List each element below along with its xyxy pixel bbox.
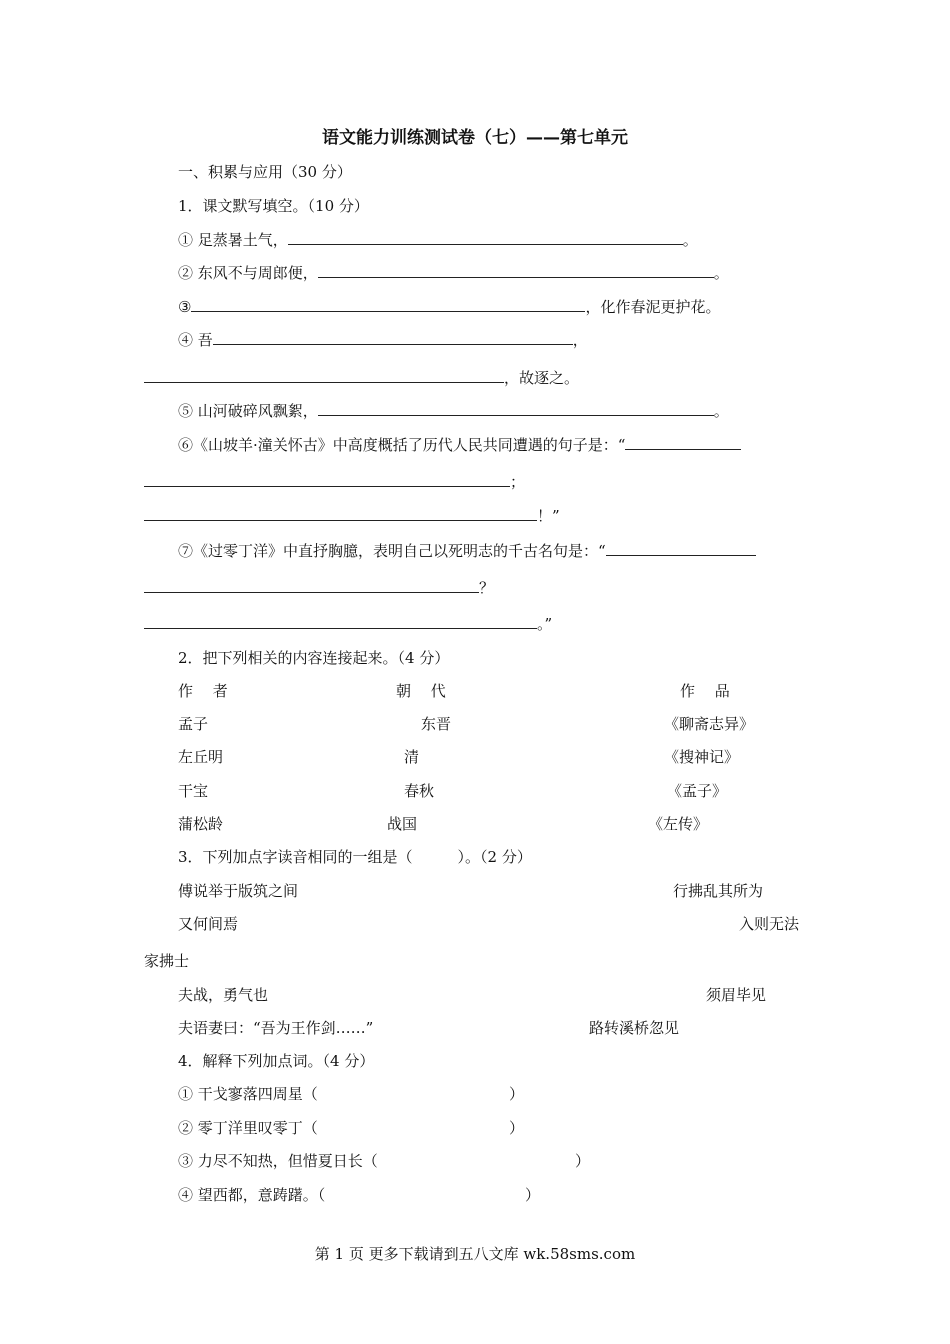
- item-text: ，化作春泥更护花。: [585, 298, 721, 316]
- answer-blank[interactable]: [318, 400, 714, 416]
- question-1-stem: 1．课文默写填空。（10 分）: [178, 197, 369, 215]
- paren-close: ）: [575, 1152, 591, 1170]
- answer-blank[interactable]: [144, 577, 479, 593]
- option-d-right: 路转溪桥忽见: [589, 1019, 680, 1037]
- answer-blank[interactable]: [288, 229, 683, 245]
- option-b-left: 又何间焉: [178, 915, 239, 933]
- work-item[interactable]: 《左传》: [648, 815, 709, 833]
- author-item[interactable]: 孟子: [178, 715, 209, 733]
- item-text: ⑥《山坡羊·潼关怀古》中高度概括了历代人民共同遭遇的句子是：“: [178, 436, 626, 454]
- question-1-item-5: [178, 400, 729, 421]
- question-1-item-6: [178, 434, 741, 455]
- option-a-left: 傅说举于版筑之间: [178, 882, 299, 900]
- work-item[interactable]: 《搜神记》: [664, 748, 740, 766]
- question-4-item-2: ② 零丁洋里叹零丁（: [178, 1119, 318, 1137]
- dynasty-item[interactable]: 清: [404, 748, 420, 766]
- question-4-item-3: ③ 力尽不知热，但惜夏日长（: [178, 1152, 378, 1170]
- item-text: ② 东风不与周郎便，: [178, 264, 318, 282]
- work-item[interactable]: 《聊斋志异》: [664, 715, 755, 733]
- option-c-left: 夫战，勇气也: [178, 986, 269, 1004]
- question-4-item-4: ④ 望西都，意踌躇。（: [178, 1186, 326, 1204]
- option-a-right: 行拂乱其所为: [673, 882, 764, 900]
- item-text: ⑤ 山河破碎风飘絮，: [178, 402, 318, 420]
- item-text: 。: [713, 402, 729, 420]
- author-item[interactable]: 左丘明: [178, 748, 224, 766]
- option-d-left: 夫语妻曰：“吾为王作剑……”: [178, 1019, 374, 1037]
- item-text: ③: [178, 298, 192, 316]
- item-text: 。: [713, 264, 729, 282]
- question-1-item-4-cont: [144, 367, 579, 388]
- item-text: ；: [510, 473, 526, 491]
- work-item[interactable]: 《孟子》: [667, 782, 728, 800]
- page-footer: 第 1 页 更多下载请到五八文库 wk.58sms.com: [314, 1245, 636, 1263]
- item-text: 。: [682, 231, 698, 249]
- option-b-right: 入则无法: [739, 915, 800, 933]
- answer-blank[interactable]: [144, 613, 537, 629]
- question-1-item-3: [178, 296, 720, 317]
- dynasty-item[interactable]: 春秋: [404, 782, 435, 800]
- answer-blank[interactable]: [606, 540, 756, 556]
- answer-blank[interactable]: [144, 505, 537, 521]
- column-header-dynasty: 朝 代: [396, 682, 446, 700]
- question-4-stem: 4．解释下列加点词。（4 分）: [178, 1052, 375, 1070]
- section-heading: 一、积累与应用（30 分）: [178, 163, 352, 181]
- question-1-item-4: [178, 329, 588, 350]
- item-text: ，故逐之。: [504, 369, 580, 387]
- paren-close: ）: [525, 1186, 541, 1204]
- item-text: ① 足蒸暑土气，: [178, 231, 288, 249]
- question-2-stem: 2．把下列相关的内容连接起来。（4 分）: [178, 649, 450, 667]
- question-4-item-1: ① 干戈寥落四周星（: [178, 1085, 318, 1103]
- item-text: ，: [572, 331, 588, 349]
- answer-blank[interactable]: [625, 434, 741, 450]
- question-1-item-7-cont: [144, 577, 494, 598]
- option-c-right: 须眉毕见: [706, 986, 767, 1004]
- option-b-right-cont: 家拂士: [144, 952, 190, 970]
- question-1-item-7: [178, 540, 756, 561]
- item-text: ④ 吾: [178, 331, 213, 349]
- column-header-author: 作 者: [178, 682, 228, 700]
- answer-blank[interactable]: [213, 329, 573, 345]
- question-1-item-6-cont: [144, 471, 525, 492]
- item-text: 。”: [537, 615, 553, 633]
- question-3-stem: 3．下列加点字读音相同的一组是（ ）。（2 分）: [178, 848, 532, 866]
- answer-blank[interactable]: [318, 262, 714, 278]
- question-1-item-1: [178, 229, 698, 250]
- answer-blank[interactable]: [144, 367, 504, 383]
- answer-blank[interactable]: [191, 296, 585, 312]
- question-1-item-7-end: [144, 613, 552, 634]
- item-text: ⑦《过零丁洋》中直抒胸臆，表明自己以死明志的千古名句是：“: [178, 542, 606, 560]
- dynasty-item[interactable]: 东晋: [421, 715, 452, 733]
- question-1-item-2: [178, 262, 729, 283]
- column-header-work: 作 品: [680, 682, 730, 700]
- item-text: ？: [479, 579, 495, 597]
- question-1-item-6-end: [144, 505, 560, 526]
- author-item[interactable]: 干宝: [178, 782, 209, 800]
- page-title: 语文能力训练测试卷（七）——第七单元: [322, 128, 628, 148]
- item-text: ！”: [537, 507, 560, 525]
- paren-close: ）: [509, 1119, 525, 1137]
- dynasty-item[interactable]: 战国: [387, 815, 418, 833]
- answer-blank[interactable]: [144, 471, 510, 487]
- paren-close: ）: [509, 1085, 525, 1103]
- author-item[interactable]: 蒲松龄: [178, 815, 224, 833]
